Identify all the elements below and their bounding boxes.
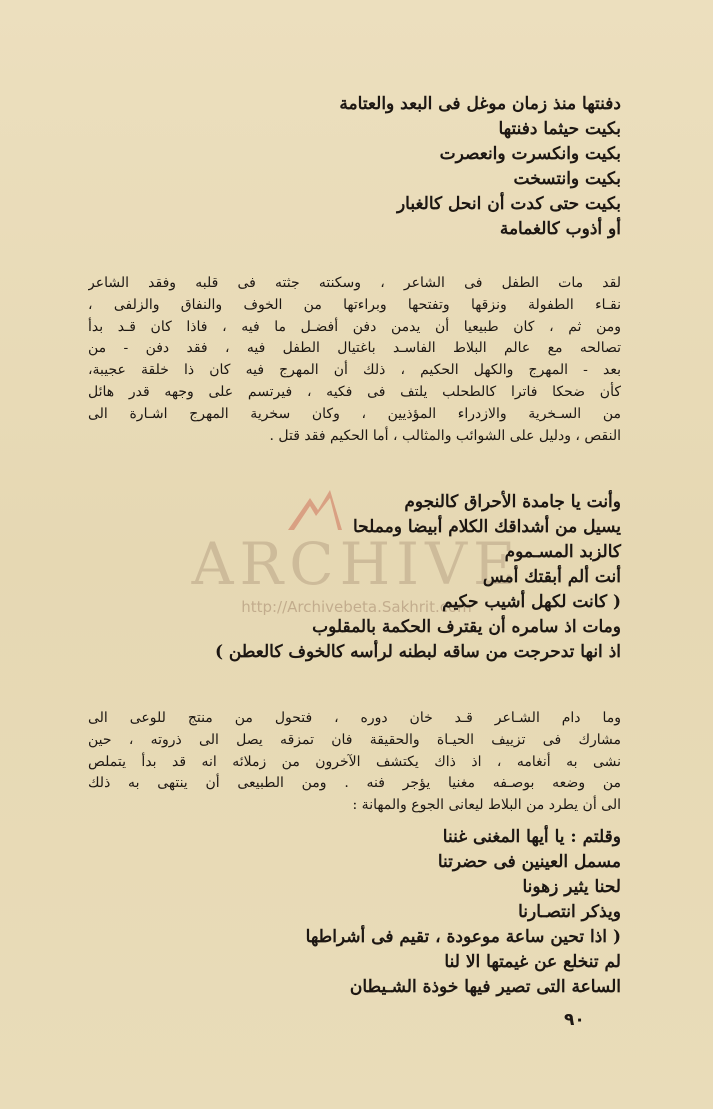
poem-stanza-3 xyxy=(306,825,621,1000)
prose-line: نقـاء الطفولة ونزقها وتفتحها وبراءتها من الخوف والنفاق والزلفى ، xyxy=(88,296,621,313)
prose-line: نشى به أنغامه ، اذ ذاك يكتشف الآخرون من زملائه انه قد بدأ يتملص xyxy=(88,753,621,770)
poem-line: ( اذا تحين ساعة موعودة ، تقيم فى أشراطها xyxy=(305,927,621,947)
poem-line: ويذكر انتصـارنا xyxy=(518,902,621,922)
poem-stanza-1 xyxy=(339,92,621,242)
poem-line: لحنا يثير زهونا xyxy=(522,877,621,897)
poem-line: بكيت وانتسخت xyxy=(513,169,621,189)
prose-line: لقد مات الطفل فى الشاعر ، وسكنته جثته فى قلبه وفقد الشاعر xyxy=(88,275,621,291)
prose-line: تصالحه مع عالم البلاط الفاسـد باغتيال الطفل فيه ، فقد دفن - من xyxy=(88,340,621,357)
poem-line: أنت ألم أبقتك أمس xyxy=(482,567,621,587)
poem-line: بكيت وانكسرت وانعصرت xyxy=(439,144,621,164)
poem-line: بكيت حتى كدت أن انحل كالغبار xyxy=(396,194,621,214)
prose-line: من وضعه بوصـفه مغنيا يؤجر فنه . ومن الطبيعى أن ينتهى به ذلك xyxy=(88,775,621,792)
prose-line: كأن ضحكا فاترا كالطحلب يلتف فى فكيه ، فيرتسم على وجهه قدر هائل xyxy=(88,383,621,400)
prose-line: الى أن يطرد من البلاط ليعانى الجوع والمهانة : xyxy=(352,797,621,814)
poem-line: وأنت يا جامدة الأحراق كالنجوم xyxy=(404,492,621,512)
poem-line: بكيت حيثما دفنتها xyxy=(498,119,621,139)
poem-line: كالزبد المسـموم xyxy=(504,542,621,562)
prose-line: مشارك فى تزييف الحيـاة والحقيقة فان تمزقه يصل الى ذروته ، حين xyxy=(88,731,621,748)
watermark-url: http://Archivebeta.Sakhrit.com xyxy=(241,598,472,616)
poem-line: مسمل العينين فى حضرتنا xyxy=(437,852,621,872)
poem-line: أو أذوب كالغمامة xyxy=(499,219,621,239)
poem-stanza-2 xyxy=(215,490,621,665)
prose-line: بعد - المهرج والكهل الحكيم ، ذلك أن المهرج فيه كان ذا خلقة عجيبة، xyxy=(88,362,621,379)
poem-line: يسيل من أشداقك الكلام أبيضا ومملحا xyxy=(353,517,621,537)
prose-line: النقص ، ودليل على الشوائب والمثالب ، أما الحكيم فقد قتل . xyxy=(269,427,621,444)
poem-line: الساعة التى تصير فيها خوذة الشـيطان xyxy=(349,977,621,997)
page-number: ٩٠ xyxy=(564,1010,585,1030)
prose-line: وما دام الشـاعر قـد خان دوره ، فتحول من منتج للوعى الى xyxy=(88,710,621,726)
prose-paragraph-2 xyxy=(88,708,621,817)
watermark-title: ARCHIVE xyxy=(191,530,522,598)
prose-line: ومن ثم ، كان طبيعيا أن يدمن دفن أفضـل ما فيه ، فاذا كان قـد بدأ xyxy=(88,318,621,335)
poem-line: لم تنخلع عن غيمتها الا لنا xyxy=(444,952,621,972)
poem-line: ومات اذ سامره أن يقترف الحكمة بالمقلوب xyxy=(312,617,621,637)
poem-line: اذ انها تدحرجت من ساقه لبطنه لرأسه كالخوف كالعطن ) xyxy=(214,642,621,662)
poem-line: ( كانت لكهل أشيب حكيم xyxy=(442,592,621,612)
poem-line: وقلتم : يا أيها المغنى غننا xyxy=(442,827,621,847)
poem-line: دفنتها منذ زمان موغل فى البعد والعتامة xyxy=(339,94,621,114)
prose-paragraph-1 xyxy=(88,273,621,447)
prose-line: من السـخرية والازدراء المؤذيين ، وكان سخرية المهرج اشـارة الى xyxy=(88,405,621,422)
